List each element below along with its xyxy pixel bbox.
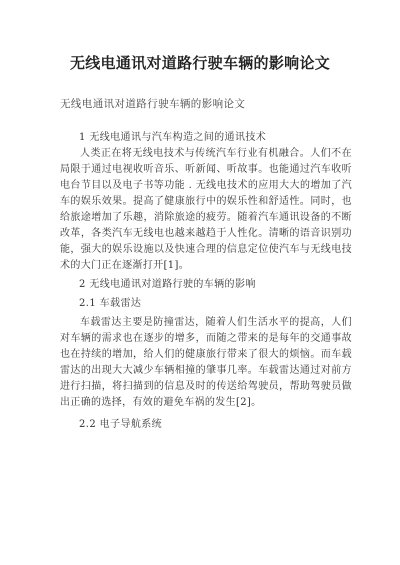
document-title: 无线电通讯对道路行驶车辆的影响论文 bbox=[69, 54, 331, 72]
section-2-1-paragraph: 车载雷达主要是防撞雷达，随着人们生活水平的提高，人们对车辆的需求也在逐步的增多，而随之带来的是每年的交通事故也在持续的增加，给人们的健康旅行带来了很大的烦恼。而车载雷达的出现大大减少车辆相撞的肇事几率。车载雷达通过对前方进行扫描，将扫描到的信息及时的传送给驾驶员，帮助驾驶员做出正确的选择，有效的避免车祸的发生[2]。 bbox=[60, 317, 352, 408]
section-2-2-heading: 2.2 电子导航系统 bbox=[79, 419, 163, 430]
section-2-1-heading: 2.1 车载雷达 bbox=[79, 298, 142, 309]
document-body bbox=[60, 130, 352, 433]
section-2-heading: 2 无线电通讯对道路行驶的车辆的影响 bbox=[79, 279, 256, 290]
section-1-paragraph: 人类正在将无线电技术与传统汽车行业有机融合。人们不在局限于通过电视收听音乐、听新闻、听故事。也能通过汽车收听电台节目以及电子书等功能 . 无线电技术的应用大大的增加了汽车的娱乐效果。提高了健康旅行中的娱乐性和舒适性。同时，也给旅途增加了乐趣，消除旅途的疲劳。随着汽车通讯设备的不断改革，各类汽车无线电也越来越趋于人性化。清晰的语音识别功能，强大的娱乐设施以及快速合理的信息定位使汽车与无线电技术的大门正在逐渐打开[1]。 bbox=[60, 148, 352, 271]
section-1-heading: 1 无线电通讯与汽车构造之间的通讯技术 bbox=[79, 132, 267, 143]
document-subtitle: 无线电通讯对道路行驶车辆的影响论文 bbox=[60, 98, 246, 110]
